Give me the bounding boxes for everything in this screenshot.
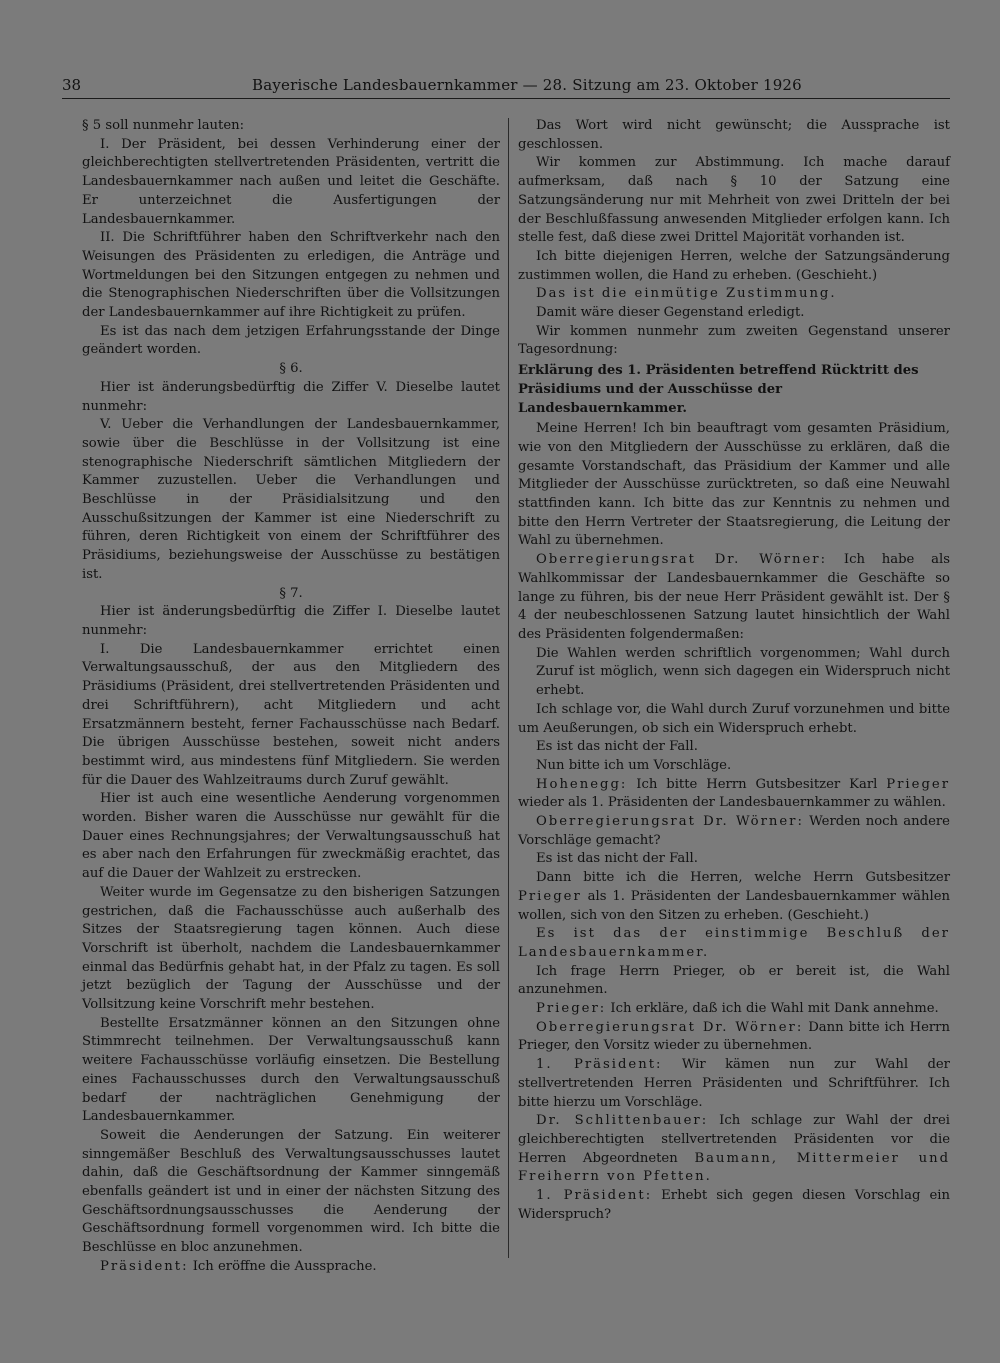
speaker-name: Hohenegg: [536, 776, 628, 792]
agenda-heading: Erklärung des 1. Präsidenten betreffend Rücktritt des Präsidiums und der Ausschüsse der Landesbauernkammer. [518, 363, 919, 416]
paragraph: Hier ist änderungsbedürftig die Ziffer V. Dieselbe lautet nunmehr: [82, 379, 500, 414]
speech-text: wieder als 1. Präsidenten der Landesbauernkammer zu wählen. [518, 795, 946, 811]
paragraph: I. Die Landesbauernkammer errichtet einen Verwaltungsausschuß, der aus den Mitgliedern des Präsidiums (Präsident, drei stellvertretenden Präsidenten und drei Schriftführern), acht Mitgliedern und acht Ersatzmännern besteht, ferner Fachausschüsse nach Bedarf. Die übrigen Ausschüsse bestehen, soweit nicht anders bestimmt wird, aus mindestens fünf Mitgliedern. Sie werden für die Dauer des Wahlzeitraums durch Zuruf gewählt. [82, 641, 500, 788]
paragraph: Ich schlage vor, die Wahl durch Zuruf vorzunehmen und bitte um Aeußerungen, ob sich ein Widerspruch erhebt. [518, 701, 950, 736]
speech-text: Wir kämen nun zur Wahl der stellvertretenden Herren Präsidenten und Schriftführer. Ich bitte hierzu um Vorschläge. [518, 1057, 950, 1110]
paragraph: Hier ist auch eine wesentliche Aenderung vorgenommen worden. Bisher waren die Ausschüsse nur gewählt für die Dauer eines Rechnungsjahres; der Verwaltungsausschuß hat es aber nach den Erfahrungen für zweckmäßig erachtet, das auf die Dauer der Wahlzeit zu erstrecken. [82, 791, 500, 882]
paragraph [518, 1019, 950, 1056]
running-title: Bayerische Landesbauernkammer — 28. Sitzung am 23. Oktober 1926 [252, 76, 802, 94]
paragraph [518, 1056, 950, 1112]
paragraph: Das ist die einmütige Zustimmung. [536, 286, 837, 302]
speech-text: Werden noch andere Vorschläge gemacht? [518, 814, 950, 848]
speaker-name: Oberregierungsrat Dr. Wörner: [536, 1019, 804, 1035]
paragraph: Es ist das nach dem jetzigen Erfahrungsstande der Dinge geändert worden. [82, 323, 500, 358]
right-column [518, 117, 950, 1224]
person-names: Baumann, Mittermeier und Freiherrn von Pfetten. [518, 1150, 951, 1185]
speaker-name: Prieger: [536, 1001, 607, 1017]
paragraph: Es ist das nicht der Fall. [536, 739, 698, 755]
speech-text: Erhebt sich gegen diesen Vorschlag ein Widerspruch? [518, 1188, 950, 1222]
paragraph: Es ist das der einstimmige Beschluß der Landesbauernkammer. [518, 926, 950, 960]
left-column [82, 117, 500, 1277]
speaker-name: Dr. Schlittenbauer: [536, 1113, 709, 1129]
speech-text: als 1. Präsidenten der Landesbauernkammer wählen wollen, sich von den Sitzen zu erheben. (Geschieht.) [518, 888, 950, 923]
paragraph: Nun bitte ich um Vorschläge. [536, 757, 732, 773]
paragraph: V. Ueber die Verhandlungen der Landesbauernkammer, sowie über die Beschlüsse in der Vollsitzung ist eine stenographische Niederschrift sämtlichen Mitgliedern der Kammer zuzustellen. Ueber die Verhandlungen und Beschlüsse in der Präsidialsitzung und den Ausschußsitzungen der Kammer ist eine Niederschrift zu führen, deren Richtigkeit von einem der Schriftführer des Präsidiums, beziehungsweise der Ausschüsse zu bestätigen ist. [82, 417, 500, 582]
speaker-name: Oberregierungsrat Dr. Wörner: [536, 814, 804, 830]
quote: Die Wahlen werden schriftlich vorgenommen; Wahl durch Zuruf ist möglich, wenn sich dagegen ein Widerspruch nicht erhebt. [536, 645, 950, 699]
paragraph: Meine Herren! Ich bin beauftragt vom gesamten Präsidium, wie von den Mitgliedern der Ausschüsse zu erklären, daß die gesamte Vorstandschaft, das Präsidium der Kammer und alle Mitglieder der Ausschüsse zurücktreten, so daß eine Neuwahl stattfinden kann. Ich bitte das zur Kenntnis zu nehmen und bitte den Herrn Vertreter der Staatsregierung, die Leitung der Wahl zu übernehmen. [518, 421, 950, 549]
person-name: Prieger [886, 776, 950, 792]
page-header [62, 76, 950, 98]
paragraph: Damit wäre dieser Gegenstand erledigt. [536, 305, 805, 321]
paragraph: Soweit die Aenderungen der Satzung. Ein weiterer sinngemäßer Beschluß des Verwaltungsausschusses lautet dahin, daß die Geschäftsordnung der Kammer sinngemäß ebenfalls geändert ist und in einer der nächsten Sitzung des Geschäftsordnungsausschusses die Aenderung der Geschäftsordnung formell vorgenommen wird. Ich bitte die Beschlüsse en bloc anzunehmen. [82, 1127, 500, 1256]
speaker-name: 1. Präsident: [536, 1057, 663, 1073]
speaker-name: Oberregierungsrat Dr. Wörner: [536, 552, 828, 568]
paragraph: § 5 soll nunmehr lauten: [82, 118, 245, 133]
paragraph: I. Der Präsident, bei dessen Verhinderung einer der gleichberechtigten stellvertretenden Präsidenten, vertritt die Landesbauernkammer nach außen und leitet die Geschäfte. Er unterzeichnet die Ausfertigungen der Landesbauernkammer. [82, 136, 500, 227]
paragraph: Wir kommen zur Abstimmung. Ich mache darauf aufmerksam, daß nach § 10 der Satzung eine Satzungsänderung nur mit Mehrheit von zwei Dritteln der bei der Beschlußfassung anwesenden Mitglieder erfolgen kann. Ich stelle fest, daß diese zwei Drittel Majorität vorhanden ist. [518, 155, 950, 246]
paragraph: Ich bitte diejenigen Herren, welche der Satzungsänderung zustimmen wollen, die Hand zu erheben. (Geschieht.) [518, 248, 950, 283]
paragraph [518, 813, 950, 850]
speech-text: Ich bitte Herrn Gutsbesitzer Karl [627, 776, 887, 792]
speaker-name: Präsident: [100, 1258, 189, 1274]
speech-text: Ich schlage zur Wahl der drei gleichberechtigten stellvertretenden Präsidenten vor die Herren Abgeordneten [518, 1113, 950, 1166]
paragraph: Weiter wurde im Gegensatze zu den bisherigen Satzungen gestrichen, daß die Fachausschüsse auch außerhalb des Sitzes der Staatsregierung tagen können. Auch diese Vorschrift ist überholt, nachdem die Landesbauernkammer einmal das Bedürfnis gehabt hat, in der Pfalz zu tagen. Es soll jetzt bezüglich der Tagung der Ausschüsse und der Vollsitzung keine Vorschrift mehr bestehen. [82, 884, 500, 1013]
paragraph [518, 1187, 950, 1224]
section-heading: § 6. [279, 361, 303, 377]
speech-text: Ich habe als Wahlkommissar der Landesbauernkammer die Geschäfte so lange zu führen, bis der neue Herr Präsident gewählt ist. Der § 4 der neubeschlossenen Satzung lautet hinsichtlich der Wahl des Präsidenten folgendermaßen: [518, 552, 950, 642]
speech-text: Ich erkläre, daß ich die Wahl mit Dank annehme. [606, 1001, 939, 1017]
paragraph [518, 776, 950, 813]
section-heading: § 7. [279, 585, 303, 601]
speech-text: Ich eröffne die Aussprache. [188, 1258, 377, 1274]
paragraph [518, 869, 950, 925]
paragraph: Es ist das nicht der Fall. [536, 851, 698, 867]
speech-text: Dann bitte ich Herrn Prieger, den Vorsitz wieder zu übernehmen. [518, 1019, 950, 1054]
person-name: Prieger [518, 888, 582, 904]
speaker-name: 1. Präsident: [536, 1188, 653, 1204]
paragraph: Wir kommen nunmehr zum zweiten Gegenstand unserer Tagesordnung: [518, 323, 950, 358]
column-divider [508, 118, 509, 1258]
paragraph: II. Die Schriftführer haben den Schriftverkehr nach den Weisungen des Präsidenten zu erledigen, die Anträge und Wortmeldungen bei den Sitzungen entgegen zu nehmen und die Stenographischen Niederschriften über die Vollsitzungen der Landesbauernkammer auf ihre Richtigkeit zu prüfen. [82, 230, 500, 321]
paragraph [518, 1112, 950, 1187]
paragraph [518, 551, 950, 645]
paragraph [82, 1258, 500, 1277]
header-rule [62, 98, 950, 99]
paragraph: Bestellte Ersatzmänner können an den Sitzungen ohne Stimmrecht teilnehmen. Der Verwaltungsausschuß kann weitere Fachausschüsse vorläufig einsetzen. Die Bestellung eines Fachausschusses durch den Verwaltungsausschuß bedarf der nachträglichen Genehmigung der Landesbauernkammer. [82, 1015, 500, 1125]
page-number: 38 [62, 76, 82, 94]
paragraph: Ich frage Herrn Prieger, ob er bereit ist, die Wahl anzunehmen. [518, 963, 950, 998]
speech-text: Dann bitte ich die Herren, welche Herrn Gutsbesitzer [536, 870, 950, 886]
paragraph [518, 1000, 950, 1019]
paragraph: Hier ist änderungsbedürftig die Ziffer I. Dieselbe lautet nunmehr: [82, 604, 500, 638]
paragraph: Das Wort wird nicht gewünscht; die Aussprache ist geschlossen. [518, 118, 950, 152]
